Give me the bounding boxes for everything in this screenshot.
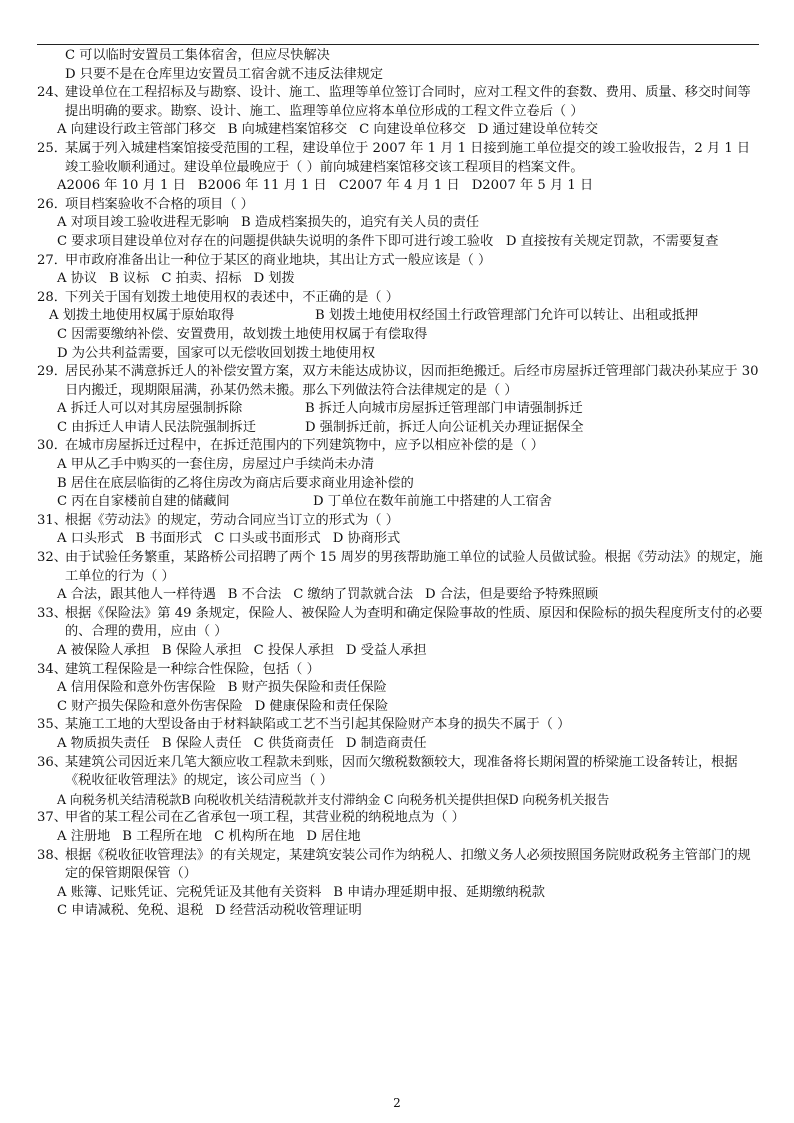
option-c: C 机构所在地 (214, 828, 295, 844)
options-26 (37, 214, 763, 251)
question-stem: 项目档案验收不合格的项目（ ） (65, 196, 254, 212)
option-c: C 供货商责任 (253, 735, 334, 751)
question-number: 29． (37, 364, 67, 380)
option-a: A 账簿、记账凭证、完税凭证及其他有关资料 (57, 884, 322, 900)
option-b: B 造成档案损失的，追究有关人员的责任 (240, 215, 480, 231)
option-a: A 协议 (57, 271, 98, 287)
options-30 (37, 456, 763, 512)
question-number: 34、 (37, 661, 67, 677)
option-d: D 只要不是在仓库里边安置员工宿舍就不违反法律规定 (65, 66, 384, 82)
question-stem: 根据《保险法》第 49 条规定，保险人、被保险人为查明和确定保险事故的性质、原因和保险标的损失程度所支付的必要的、合理的费用，应由（ ） (65, 605, 763, 640)
option-a: A 口头形式 (57, 531, 124, 547)
option-b: B 居住在底层临街的乙将住房改为商店后要求商业用途补偿的 (57, 475, 414, 491)
question-27 (37, 252, 763, 271)
question-number: 35、 (37, 717, 67, 733)
options-28 (37, 307, 763, 363)
option-a: A 甲从乙手中购买的一套住房，房屋过户手续尚未办清 (57, 457, 375, 473)
question-number: 36、 (37, 754, 67, 770)
question-number: 33、 (37, 605, 67, 621)
option-d: D2007 年 5 月 1 日 (471, 178, 594, 194)
option-a: A 对项目竣工验收进程无影响 (57, 215, 229, 231)
question-30 (37, 437, 763, 456)
question-32 (37, 549, 763, 586)
question-number: 27． (37, 252, 67, 268)
question-25 (37, 140, 763, 177)
option-b: B 不合法 (227, 587, 282, 603)
question-stem: 居民孙某不满意拆迁人的补偿安置方案，双方未能达成协议，因而拒绝搬迁。后经市房屋拆迁管理部门裁决孙某应于 30 日内搬迁，现期限届满，孙某仍然未搬。那么下列做法符合法律规定的是（ ） (65, 364, 759, 398)
carry-over-options (37, 47, 763, 84)
question-number: 38、 (37, 847, 67, 863)
question-stem: 某建筑公司因近来几笔大额应收工程款未到账，因而欠缴税数额较大，现准备将长期闲置的桥梁施工设备转让，根据《税收征收管理法》的规定，该公司应当（ ） (65, 754, 738, 789)
header-rule (37, 44, 759, 45)
question-37 (37, 809, 763, 828)
question-26 (37, 196, 763, 215)
question-stem: 甲市政府准备出让一种位于某区的商业地块，其出让方式一般应该是（ ） (65, 252, 492, 268)
option-c: C 申请减税、免税、退税 (57, 903, 204, 919)
option-b: B 向税收机关结清税款并支付滞纳金 (181, 791, 381, 807)
question-stem: 由于试验任务繁重，某路桥公司招聘了两个 15 周岁的男孩帮助施工单位的试验人员做试验。根据《劳动法》的规定，施工单位的行为（ ） (65, 550, 763, 584)
question-number: 25． (37, 140, 67, 156)
option-b: B 拆迁人向城市房屋拆迁管理部门申请强制拆迁 (305, 401, 583, 417)
option-a: A 信用保险和意外伤害保险 (57, 680, 216, 696)
option-d: D 制造商责任 (345, 735, 427, 751)
question-number: 24、 (37, 85, 67, 101)
option-b: B 申请办理延期申报、延期缴纳税款 (333, 884, 545, 900)
question-34 (37, 661, 763, 680)
option-d: D 强制拆迁前，拆迁人向公证机关办理证据保全 (305, 419, 584, 435)
question-list (37, 47, 763, 921)
option-c: C 由拆迁人申请人民法院强制拆迁 (57, 419, 256, 435)
option-d: D 通过建设单位转交 (477, 122, 599, 138)
options-37 (37, 828, 763, 847)
option-c: C 缴纳了罚款就合法 (293, 587, 414, 603)
question-stem: 甲省的某工程公司在乙省承包一项工程，其营业税的纳税地点为（ ） (65, 810, 465, 826)
question-29 (37, 363, 763, 400)
option-c: C 因需要缴纳补偿、安置费用，故划拨土地使用权属于有偿取得 (57, 326, 428, 342)
option-b: B 保险人责任 (161, 735, 242, 751)
option-a: A 注册地 (57, 828, 111, 844)
option-c: C 要求项目建设单位对存在的问题提供缺失说明的条件下即可进行竣工验收 (57, 233, 494, 249)
options-38 (37, 884, 763, 921)
question-24 (37, 84, 763, 121)
option-d: D 向税务机关报告 (508, 791, 610, 807)
question-stem: 在城市房屋拆迁过程中，在拆迁范围内的下列建筑物中，应予以相应补偿的是（ ） (65, 438, 544, 454)
question-36 (37, 754, 763, 791)
option-a: A 划拨土地使用权属于原始取得 (49, 308, 235, 324)
options-25 (37, 177, 763, 196)
option-c: C 丙在自家楼前自建的储藏间 (57, 494, 230, 510)
question-number: 32、 (37, 550, 67, 566)
question-28 (37, 289, 763, 308)
page-number: 2 (393, 1096, 401, 1110)
option-c: C 向税务机关提供担保 (383, 791, 509, 807)
question-stem: 下列关于国有划拨土地使用权的表述中，不正确的是（ ） (65, 289, 399, 305)
question-stem: 建筑工程保险是一种综合性保险，包括（ ） (65, 661, 320, 677)
question-35 (37, 716, 763, 735)
options-34 (37, 679, 763, 716)
options-33 (37, 642, 763, 661)
option-b: B 议标 (109, 271, 150, 287)
option-a: A 物质损失责任 (57, 735, 150, 751)
option-b: B 书面形式 (135, 531, 203, 547)
option-b: B 向城建档案馆移交 (227, 122, 348, 138)
options-24 (37, 121, 763, 140)
option-d: D 合法，但是要给予特殊照顾 (425, 587, 599, 603)
question-stem: 根据《税收征收管理法》的有关规定，某建筑安装公司作为纳税人、扣缴义务人必须按照国务院财政税务主管部门的规定的保管期限保管（） (65, 847, 751, 882)
option-d: D 划拨 (253, 271, 295, 287)
option-b: B 划拨土地使用权经国土行政管理部门允许可以转让、出租或抵押 (315, 308, 699, 324)
option-a: A 合法，跟其他人一样待遇 (57, 587, 216, 603)
option-a: A 向建设行政主管部门移交 (57, 122, 216, 138)
option-c: C 可以临时安置员工集体宿舍，但应尽快解决 (65, 48, 330, 63)
options-32 (37, 586, 763, 605)
option-c: C 投保人承担 (253, 643, 334, 658)
option-c: C2007 年 4 月 1 日 (338, 178, 460, 194)
option-d: D 直接按有关规定罚款，不需要复查 (505, 233, 719, 249)
option-d: D 为公共利益需要，国家可以无偿收回划拨土地使用权 (57, 345, 376, 361)
option-c: C 向建设单位移交 (359, 122, 466, 138)
option-d: D 健康保险和责任保险 (254, 698, 389, 714)
option-d: D 丁单位在数年前施工中搭建的人工宿舍 (313, 494, 552, 510)
option-d: D 居住地 (306, 828, 361, 844)
option-a: A2006 年 10 月 1 日 (57, 178, 186, 194)
question-stem: 某属于列入城建档案馆接受范围的工程，建设单位于 2007 年 1 月 1 日接到施工单位提交的竣工验收报告，2 月 1 日竣工验收顺利通过。建设单位最晚应于（ ）前向城建档案馆移交该工程项目的档案文件。 (65, 140, 751, 175)
options-29 (37, 400, 763, 437)
option-d: D 经营活动税收管理证明 (215, 903, 362, 919)
question-stem: 根据《劳动法》的规定，劳动合同应当订立的形式为（ ） (65, 512, 399, 528)
option-b: B 保险人承担 (161, 643, 242, 658)
question-number: 28． (37, 289, 67, 305)
option-c: C 财产损失保险和意外伤害保险 (57, 698, 243, 714)
question-stem: 建设单位在工程招标及与勘察、设计、施工、监理等单位签订合同时，应对工程文件的套数、费用、质量、移交时间等提出明确的要求。勘察、设计、施工、监理等单位应将本单位形成的工程文件立卷后（ ） (65, 85, 751, 119)
options-27 (37, 270, 763, 289)
options-35 (37, 735, 763, 754)
question-number: 31、 (37, 512, 67, 528)
option-b: B 工程所在地 (122, 828, 203, 844)
option-c: C 口头或书面形式 (214, 531, 321, 547)
question-stem: 某施工工地的大型设备由于材料缺陷或工艺不当引起其保险财产本身的损失不属于（ ） (65, 717, 571, 733)
option-b: B2006 年 11 月 1 日 (197, 178, 327, 194)
option-b: B 财产损失保险和责任保险 (227, 680, 387, 696)
question-number: 37、 (37, 810, 67, 826)
options-36 (37, 791, 763, 810)
option-a: A 向税务机关结清税款 (57, 791, 182, 807)
question-33 (37, 605, 763, 642)
option-a: A 被保险人承担 (57, 643, 150, 658)
question-38 (37, 847, 763, 884)
question-number: 30． (37, 438, 67, 454)
question-number: 26． (37, 196, 67, 212)
option-a: A 拆迁人可以对其房屋强制拆除 (57, 401, 243, 417)
option-d: D 受益人承担 (345, 643, 427, 658)
question-31 (37, 512, 763, 531)
option-c: C 拍卖、招标 (161, 271, 242, 287)
option-d: D 协商形式 (332, 531, 401, 547)
options-31 (37, 530, 763, 549)
